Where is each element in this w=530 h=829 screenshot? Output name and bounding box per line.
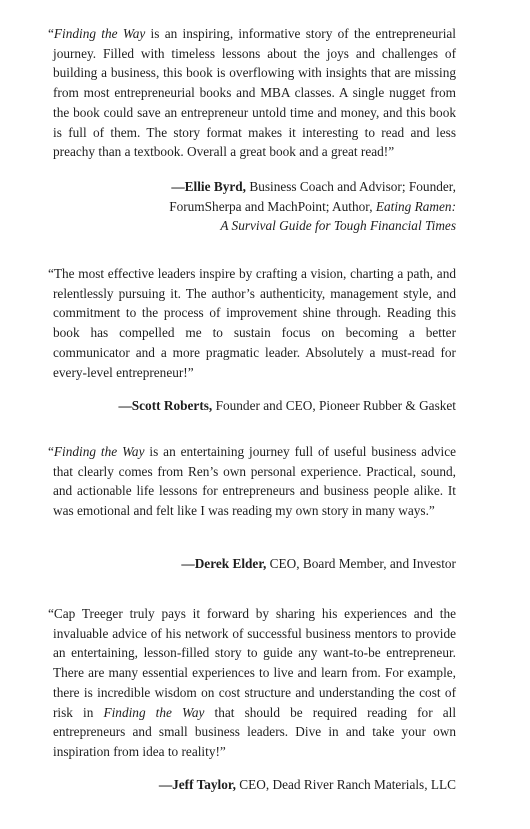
book-title: Finding the Way <box>53 26 146 41</box>
testimonial-4-attribution: —Jeff Taylor, CEO, Dead River Ranch Materials, LLC <box>158 777 456 792</box>
author-name: —Scott Roberts, <box>118 398 213 413</box>
testimonial-3-quote: “Finding the Way is an entertaining journey full of useful business advice that clearly comes from Ren’s own personal experience. Practical, sound, and actionable life lessons for entrepreneurs and business people alike. It was emotional and felt like I was reading my own story in many ways.” <box>48 444 456 519</box>
author-name: —Derek Elder, <box>181 556 267 571</box>
testimonial-2-quote: “The most effective leaders inspire by crafting a vision, charting a path, and relentlessly pursuing it. The author’s authenticity, management style, and commitment to the process of improvement shine through. Reading this book has compelled me to sustain focus on becoming a better communicator and a more pragmatic leader. Absolutely a must-read for every-level entrepreneur!” <box>48 266 456 380</box>
author-name: —Ellie Byrd, <box>171 179 246 194</box>
testimonial-1-attribution: —Ellie Byrd, Business Coach and Advisor; Founder, ForumSherpa and MachPoint; Author, Eating Ramen: A Survival Guide for Tough Financial Times <box>169 179 456 234</box>
book-title: Finding the Way <box>53 444 145 459</box>
testimonial-1-quote: “Finding the Way is an inspiring, informative story of the entrepreneurial journey. Filled with timeless lessons about the joys and challenges of building a business, this book is overflowing with insights that are missing from most entrepreneurial books and MBA classes. A single nugget from the book could save an entrepreneur untold time and money, and this book is full of them. The story format makes it interesting to read and less preachy than a textbook. Overall a great book and a great read!” <box>48 26 457 160</box>
testimonial-4-quote: “Cap Treeger truly pays it forward by sharing his experiences and the invaluable advice of his network of successful business mentors to provide an entertaining, lesson-filled story to guide any want-to-be entrepreneur. There are many essential experiences to live and learn from. For example, there is incredible wisdom on cost structure and understanding the cost of risk in Finding the Way that should be required reading for all entrepreneurs and small business leaders. Dive in and take your own inspiration from idea to reality!” <box>48 606 457 759</box>
author-name: —Jeff Taylor, <box>158 777 236 792</box>
testimonial-2-attribution: —Scott Roberts, Founder and CEO, Pioneer Rubber & Gasket <box>118 398 456 413</box>
book-title: Finding the Way <box>103 704 205 720</box>
testimonial-3-attribution: —Derek Elder, CEO, Board Member, and Investor <box>181 556 456 571</box>
